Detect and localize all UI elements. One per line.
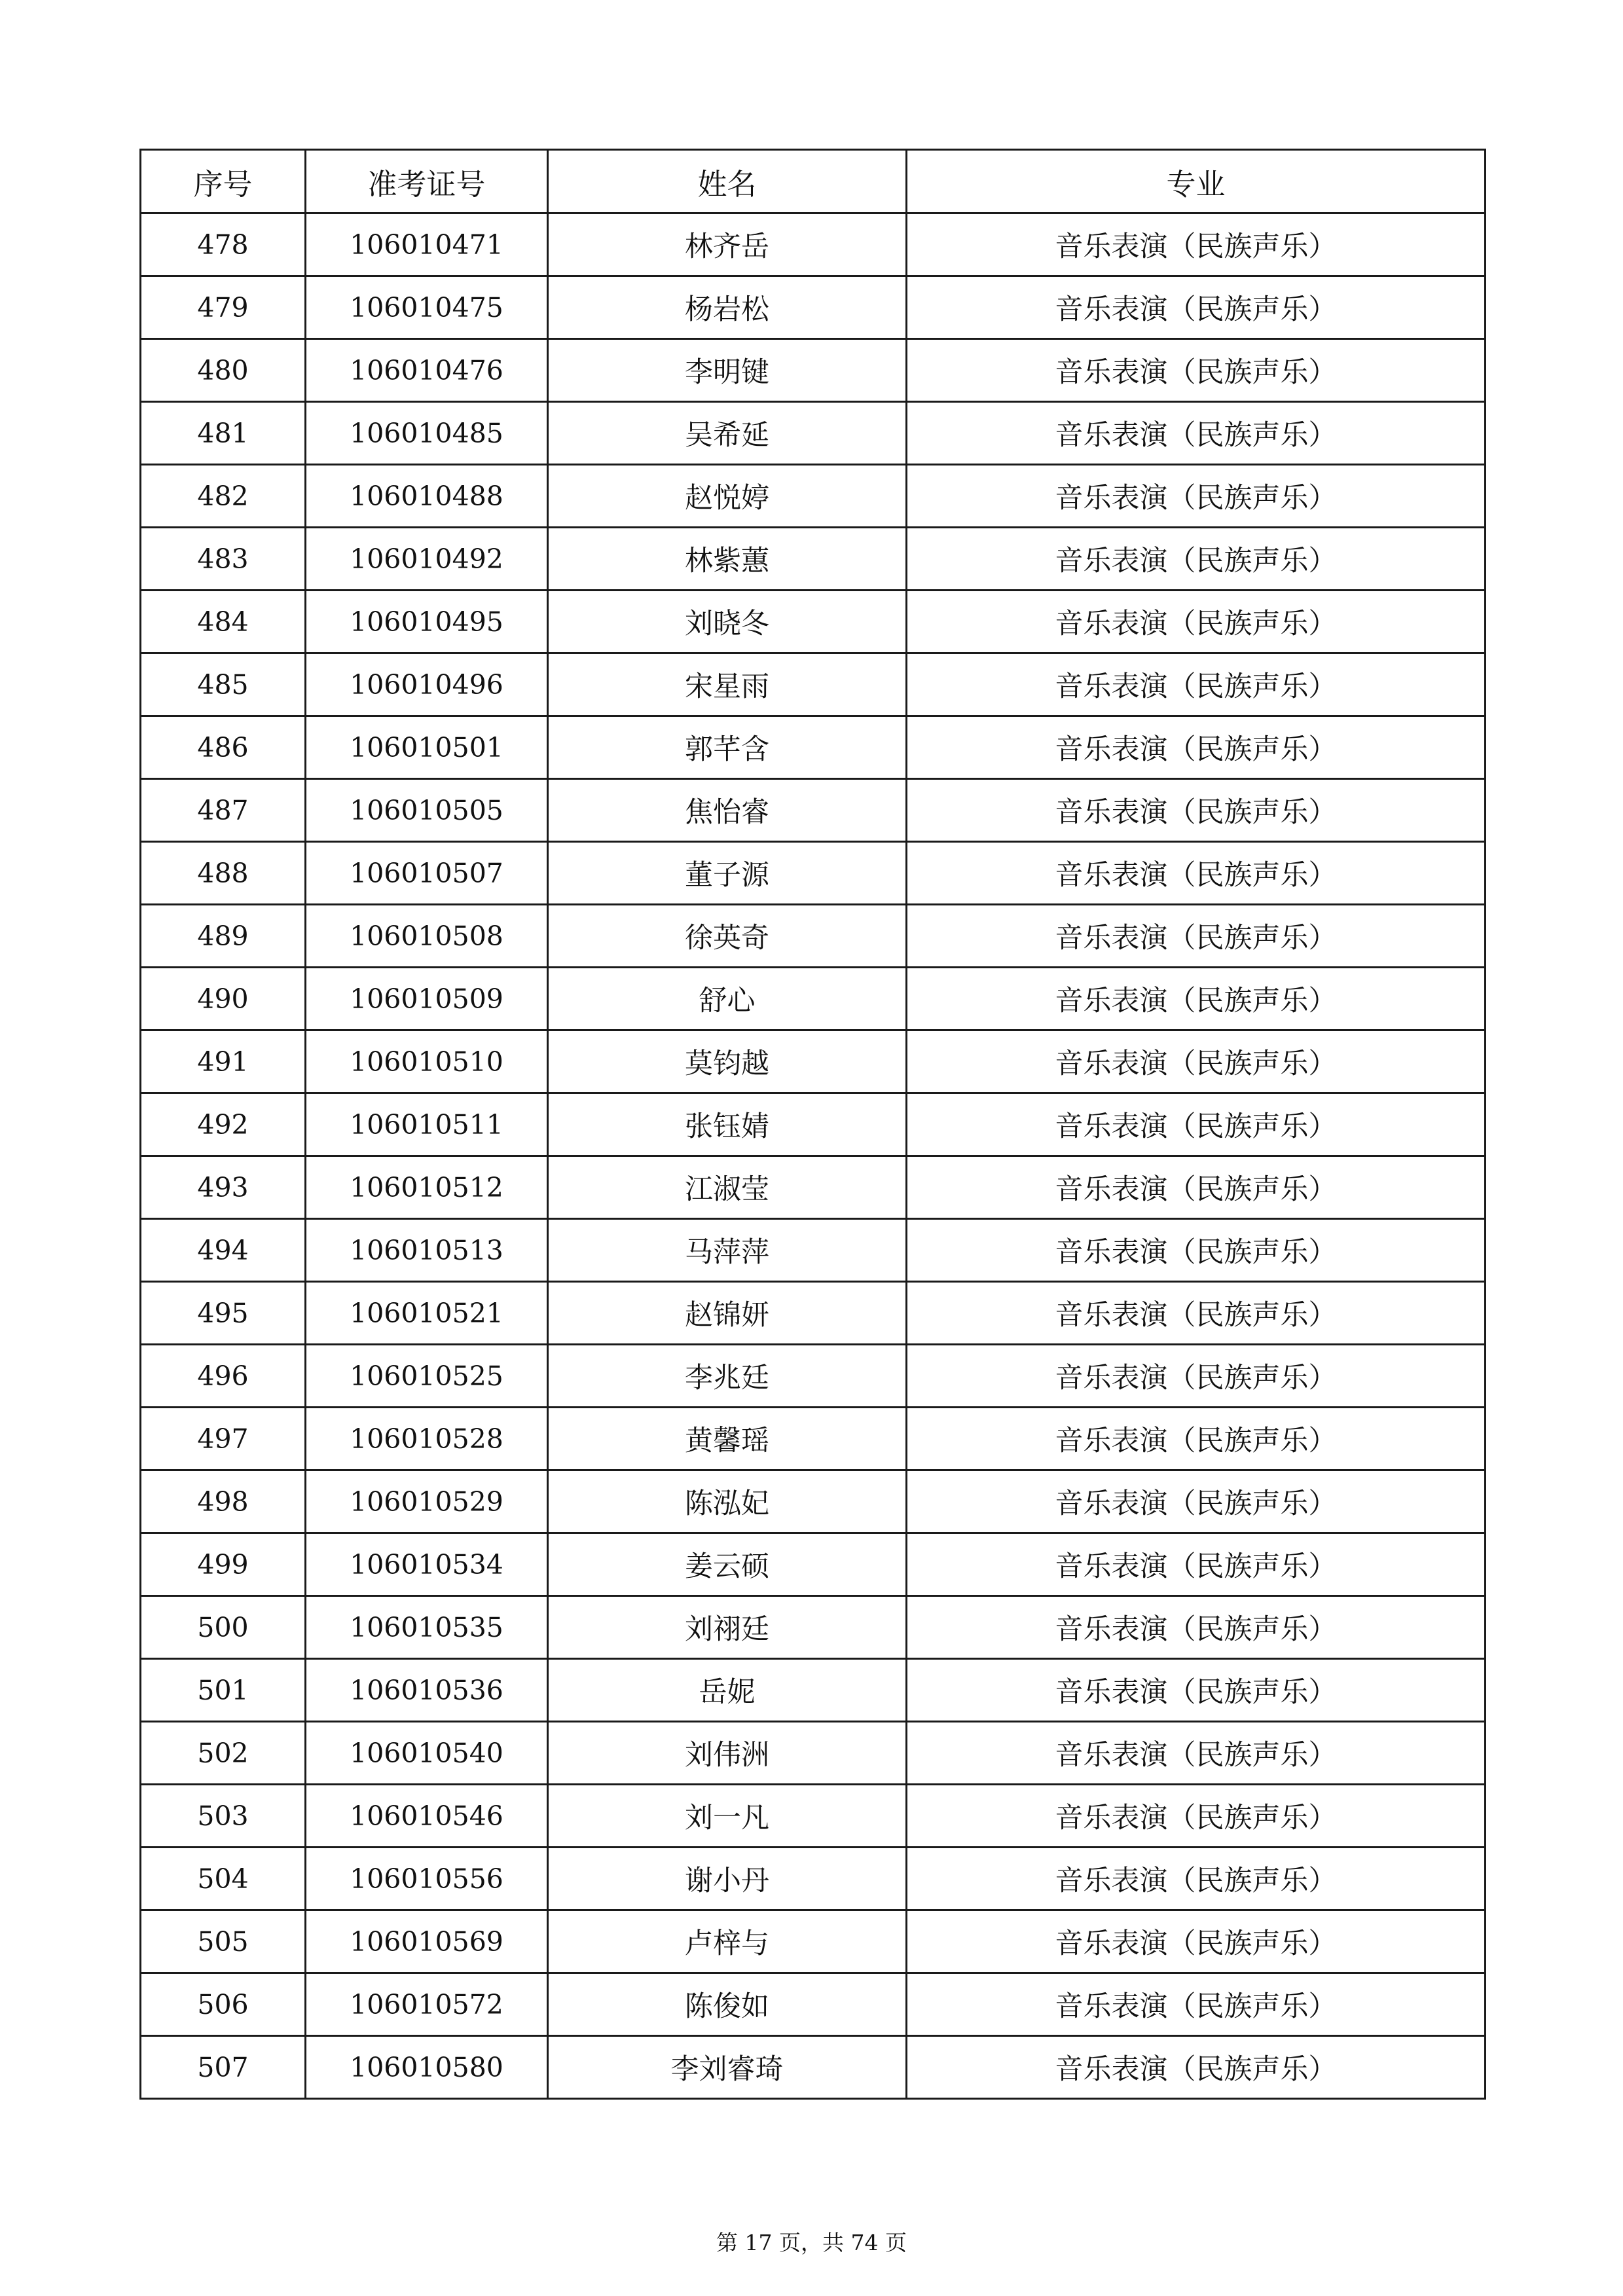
admission-table [139,149,1486,2100]
cell-seq: 499 [141,1533,306,1596]
cell-seq: 488 [141,842,306,905]
table-row [141,339,1486,402]
header-name: 姓名 [548,150,907,213]
cell-ticket: 106010580 [306,2036,548,2099]
cell-major: 音乐表演（民族声乐） [907,1345,1486,1408]
page-footer [0,2226,1623,2257]
cell-major: 音乐表演（民族声乐） [907,1973,1486,2036]
cell-major: 音乐表演（民族声乐） [907,1219,1486,1282]
cell-major: 音乐表演（民族声乐） [907,1470,1486,1533]
cell-major: 音乐表演（民族声乐） [907,1093,1486,1156]
cell-major: 音乐表演（民族声乐） [907,1533,1486,1596]
cell-seq: 491 [141,1030,306,1093]
cell-ticket: 106010512 [306,1156,548,1219]
header-ticket: 准考证号 [306,150,548,213]
cell-name: 杨岩松 [548,276,907,339]
cell-name: 宋星雨 [548,653,907,716]
cell-name: 郭芊含 [548,716,907,779]
footer-suffix: 页 [885,2230,907,2255]
cell-seq: 480 [141,339,306,402]
cell-ticket: 106010496 [306,653,548,716]
cell-ticket: 106010511 [306,1093,548,1156]
cell-ticket: 106010501 [306,716,548,779]
cell-ticket: 106010509 [306,968,548,1030]
table-row [141,1596,1486,1659]
cell-name: 张钰婧 [548,1093,907,1156]
table-row [141,465,1486,528]
cell-ticket: 106010471 [306,213,548,276]
table-row [141,716,1486,779]
cell-ticket: 106010475 [306,276,548,339]
cell-name: 李刘睿琦 [548,2036,907,2099]
table-row [141,1345,1486,1408]
cell-name: 董子源 [548,842,907,905]
cell-name: 刘一凡 [548,1785,907,1848]
table-row [141,1156,1486,1219]
cell-seq: 484 [141,591,306,653]
cell-ticket: 106010476 [306,339,548,402]
cell-name: 徐英奇 [548,905,907,968]
footer-prefix: 第 [716,2230,738,2255]
cell-ticket: 106010513 [306,1219,548,1282]
cell-seq: 483 [141,528,306,591]
cell-major: 音乐表演（民族声乐） [907,1156,1486,1219]
cell-name: 吴希延 [548,402,907,465]
cell-ticket: 106010529 [306,1470,548,1533]
cell-ticket: 106010505 [306,779,548,842]
cell-name: 陈俊如 [548,1973,907,2036]
cell-name: 莫钧越 [548,1030,907,1093]
table-row [141,2036,1486,2099]
table-row [141,1470,1486,1533]
cell-seq: 498 [141,1470,306,1533]
header-major: 专业 [907,150,1486,213]
cell-major: 音乐表演（民族声乐） [907,402,1486,465]
cell-ticket: 106010556 [306,1848,548,1910]
cell-ticket: 106010525 [306,1345,548,1408]
cell-major: 音乐表演（民族声乐） [907,1785,1486,1848]
cell-name: 李兆廷 [548,1345,907,1408]
table-row [141,1093,1486,1156]
cell-name: 黄馨瑶 [548,1408,907,1470]
footer-middle: 页，共 [779,2230,844,2255]
cell-name: 岳妮 [548,1659,907,1722]
cell-seq: 505 [141,1910,306,1973]
cell-ticket: 106010488 [306,465,548,528]
cell-major: 音乐表演（民族声乐） [907,779,1486,842]
cell-major: 音乐表演（民族声乐） [907,276,1486,339]
cell-major: 音乐表演（民族声乐） [907,591,1486,653]
cell-major: 音乐表演（民族声乐） [907,1408,1486,1470]
cell-seq: 493 [141,1156,306,1219]
table-header-row [141,150,1486,213]
cell-name: 马萍萍 [548,1219,907,1282]
cell-major: 音乐表演（民族声乐） [907,1282,1486,1345]
cell-seq: 497 [141,1408,306,1470]
total-pages-number: 74 [850,2230,879,2255]
cell-seq: 485 [141,653,306,716]
cell-name: 刘伟洲 [548,1722,907,1785]
table-row [141,591,1486,653]
cell-name: 林紫蕙 [548,528,907,591]
table-row [141,1785,1486,1848]
cell-name: 林齐岳 [548,213,907,276]
table-row [141,1030,1486,1093]
cell-seq: 494 [141,1219,306,1282]
cell-name: 刘祤廷 [548,1596,907,1659]
cell-ticket: 106010507 [306,842,548,905]
table-row [141,276,1486,339]
cell-major: 音乐表演（民族声乐） [907,465,1486,528]
cell-ticket: 106010572 [306,1973,548,2036]
cell-ticket: 106010521 [306,1282,548,1345]
cell-major: 音乐表演（民族声乐） [907,1722,1486,1785]
cell-major: 音乐表演（民族声乐） [907,528,1486,591]
table-row [141,1533,1486,1596]
cell-name: 江淑莹 [548,1156,907,1219]
cell-seq: 507 [141,2036,306,2099]
table-row [141,1219,1486,1282]
table-row [141,968,1486,1030]
cell-major: 音乐表演（民族声乐） [907,1030,1486,1093]
cell-seq: 495 [141,1282,306,1345]
table-row [141,779,1486,842]
cell-seq: 481 [141,402,306,465]
cell-ticket: 106010535 [306,1596,548,1659]
cell-major: 音乐表演（民族声乐） [907,842,1486,905]
table-row [141,1722,1486,1785]
table-row [141,1282,1486,1345]
table-row [141,1973,1486,2036]
cell-name: 卢梓与 [548,1910,907,1973]
cell-ticket: 106010536 [306,1659,548,1722]
cell-seq: 492 [141,1093,306,1156]
cell-seq: 500 [141,1596,306,1659]
cell-seq: 487 [141,779,306,842]
cell-seq: 496 [141,1345,306,1408]
cell-ticket: 106010546 [306,1785,548,1848]
cell-ticket: 106010540 [306,1722,548,1785]
cell-ticket: 106010492 [306,528,548,591]
table-row [141,1848,1486,1910]
cell-major: 音乐表演（民族声乐） [907,213,1486,276]
cell-major: 音乐表演（民族声乐） [907,716,1486,779]
cell-seq: 501 [141,1659,306,1722]
table-body [141,213,1486,2099]
cell-ticket: 106010495 [306,591,548,653]
table-row [141,905,1486,968]
table-row [141,1910,1486,1973]
cell-ticket: 106010528 [306,1408,548,1470]
cell-seq: 506 [141,1973,306,2036]
header-seq: 序号 [141,150,306,213]
cell-major: 音乐表演（民族声乐） [907,1596,1486,1659]
cell-major: 音乐表演（民族声乐） [907,905,1486,968]
table-row [141,653,1486,716]
cell-seq: 482 [141,465,306,528]
cell-seq: 504 [141,1848,306,1910]
cell-major: 音乐表演（民族声乐） [907,2036,1486,2099]
current-page-number: 17 [744,2230,773,2255]
cell-name: 赵悦婷 [548,465,907,528]
cell-name: 舒心 [548,968,907,1030]
cell-ticket: 106010508 [306,905,548,968]
cell-ticket: 106010510 [306,1030,548,1093]
table-row [141,528,1486,591]
cell-major: 音乐表演（民族声乐） [907,968,1486,1030]
cell-major: 音乐表演（民族声乐） [907,1910,1486,1973]
cell-seq: 503 [141,1785,306,1848]
cell-ticket: 106010569 [306,1910,548,1973]
table-row [141,1659,1486,1722]
cell-major: 音乐表演（民族声乐） [907,1659,1486,1722]
cell-ticket: 106010485 [306,402,548,465]
cell-seq: 486 [141,716,306,779]
cell-name: 李明键 [548,339,907,402]
cell-seq: 490 [141,968,306,1030]
cell-major: 音乐表演（民族声乐） [907,653,1486,716]
cell-name: 刘晓冬 [548,591,907,653]
cell-name: 焦怡睿 [548,779,907,842]
table-row [141,1408,1486,1470]
cell-seq: 478 [141,213,306,276]
cell-major: 音乐表演（民族声乐） [907,339,1486,402]
cell-major: 音乐表演（民族声乐） [907,1848,1486,1910]
cell-seq: 489 [141,905,306,968]
cell-name: 姜云硕 [548,1533,907,1596]
cell-seq: 479 [141,276,306,339]
cell-name: 陈泓妃 [548,1470,907,1533]
cell-name: 谢小丹 [548,1848,907,1910]
cell-seq: 502 [141,1722,306,1785]
cell-ticket: 106010534 [306,1533,548,1596]
table-row [141,842,1486,905]
table-row [141,402,1486,465]
cell-name: 赵锦妍 [548,1282,907,1345]
table-row [141,213,1486,276]
